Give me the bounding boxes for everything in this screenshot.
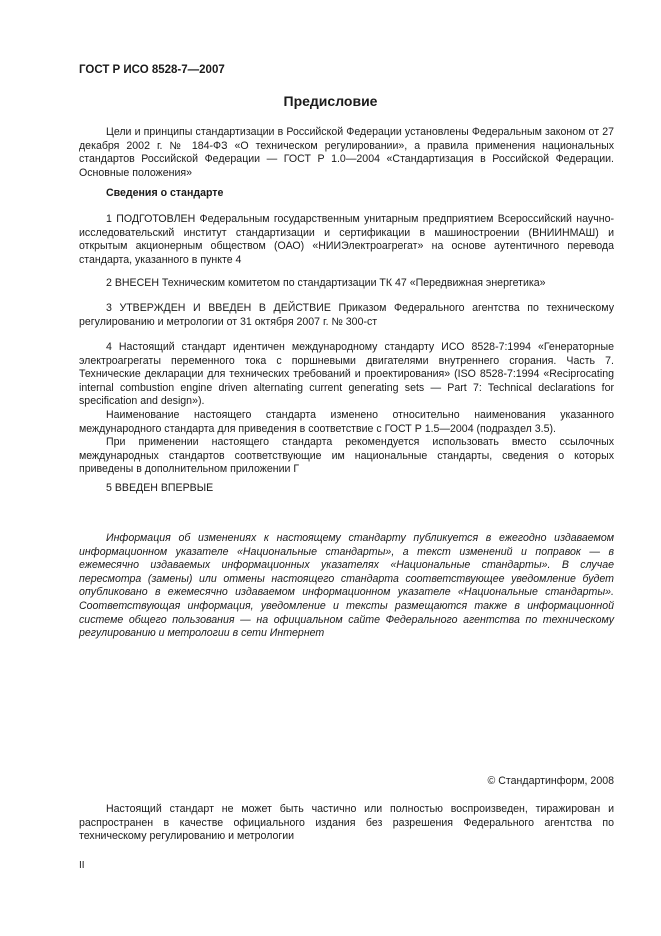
item-1 (79, 213, 614, 267)
copyright: © Стандартинформ, 2008 (487, 775, 614, 787)
document-header: ГОСТ Р ИСО 8528-7—2007 (79, 64, 225, 76)
page-number: II (79, 860, 85, 871)
item-4-text: 4 Настоящий стандарт идентичен международному стандарту ИСО 8528-7:1994 «Генераторные электроагрегаты переменного тока с поршневыми двигателями внутреннего сгорания. Часть 7. Технические декларации для технических требований и проектирования» (ISO 8528-7:1994 «Reciprocating internal combustion engine driven alternating current generating sets — Part 7: Technical declarations for specification and design»). (79, 341, 614, 408)
item-4-references: При применении настоящего стандарта рекомендуется использовать вместо ссылочных международных стандартов соответствующие им национальные стандарты, сведения о которых приведены в дополнительном приложении Г (79, 436, 614, 476)
notice-text: Информация об изменениях к настоящему стандарту публикуется в ежегодно издаваемом информационном указателе «Национальные стандарты», а текст изменений и поправок — в ежемесячно издаваемых информационных указателях «Национальные стандарты». В случае пересмотра (замены) или отмены настоящего стандарта соответствующее уведомление будет опубликовано в ежемесячно издаваемом информационном указателе «Национальные стандарты». Соответствующая информация, уведомление и тексты размещаются также в информационной системе общего пользования — на официальном сайте Федерального агентства по техническому регулированию и метрологии в сети Интернет (79, 532, 614, 640)
item-4-name-change: Наименование настоящего стандарта изменено относительно наименования указанного международного стандарта для приведения в соответствие с ГОСТ Р 1.5—2004 (подраздел 3.5). (79, 408, 614, 435)
item-3 (79, 302, 614, 329)
notice-paragraph (79, 532, 614, 641)
section-heading: Сведения о стандарте (106, 187, 224, 199)
intro-paragraph (79, 126, 614, 180)
item-1-text: 1 ПОДГОТОВЛЕН Федеральным государственным унитарным предприятием Всероссийский научно-исследовательский институт стандартизации и сертификации в машиностроении (ВНИИНМАШ) и открытым акционерным обществом (ОАО) «НИИЭлектроагрегат» на основе аутентичного перевода стандарта, указанного в пункте 4 (79, 213, 614, 266)
item-5-text: 5 ВВЕДЕН ВПЕРВЫЕ (106, 482, 214, 494)
item-2-text: 2 ВНЕСЕН Техническим комитетом по стандартизации ТК 47 «Передвижная энергетика» (106, 277, 546, 289)
item-5 (79, 482, 614, 496)
item-4 (79, 341, 614, 477)
page-title: Предисловие (283, 93, 378, 109)
reproduction-text: Настоящий стандарт не может быть частично или полностью воспроизведен, тиражирован и распространен в качестве официального издания без разрешения Федерального агентства по техническому регулированию и метрологии (79, 803, 614, 843)
reproduction-notice (79, 803, 614, 844)
item-2 (79, 277, 614, 291)
intro-text: Цели и принципы стандартизации в Российской Федерации установлены Федеральным законом от 27 декабря 2002 г. № 184-ФЗ «О техническом регулировании», а правила применения национальных стандартов Российской Федерации — ГОСТ Р 1.0—2004 «Стандартизация в Российской Федерации. Основные положения» (79, 126, 614, 179)
item-3-text: 3 УТВЕРЖДЕН И ВВЕДЕН В ДЕЙСТВИЕ Приказом Федерального агентства по техническому регулированию и метрологии от 31 октября 2007 г. № 300-ст (79, 302, 614, 328)
